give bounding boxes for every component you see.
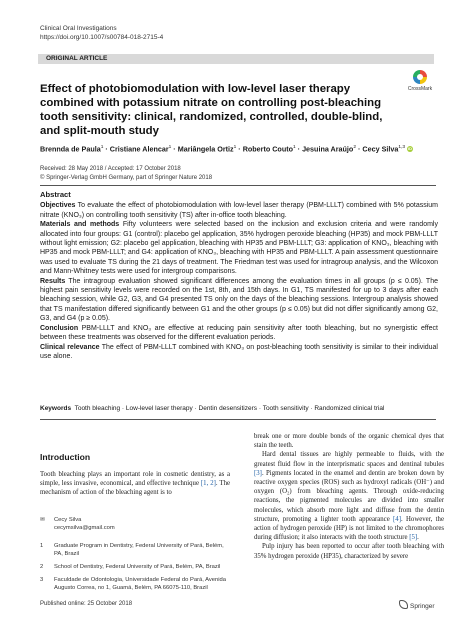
author-name[interactable]: Roberto Couto	[242, 144, 293, 154]
intro-text-segment: break one or more double bonds of the organic chemical dyes that stain the teeth.	[254, 433, 444, 450]
abstract-objectives	[40, 201, 438, 220]
copyright-line: © Springer-Verlag GmbH Germany, part of Springer Nature 2018	[40, 174, 213, 181]
right-column	[254, 432, 444, 561]
abstract-conclusion	[40, 324, 438, 343]
abstract-label: Objectives	[40, 202, 76, 210]
abstract-top-divider	[40, 185, 436, 186]
keywords-text: Tooth bleaching · Low-level laser therapy · Dentin desensitizers · Tooth sensitivity · Randomized clinical trial	[74, 405, 385, 412]
footnotes	[40, 516, 230, 597]
author-separator: ·	[236, 144, 243, 154]
crossmark-icon	[413, 70, 427, 84]
citation-link[interactable]: [1, 2]	[200, 480, 216, 488]
corresponding-email[interactable]: cecymsilva@gmail.com	[54, 525, 115, 531]
author-affiliation-mark: 2	[353, 145, 356, 150]
author-separator: ·	[103, 144, 110, 154]
abstract-text: The intragroup evaluation showed significant differences among the evaluation times in all groups (p ≤ 0.05). The highest pain sensitivity levels were recorded on the 1st, 8th, and 15th days. In G1, TS manifested for up to 3 days after each bleaching session, while G2, G3, and G4 presented TS only on the days of the bleaching sessions. Intergroup analysis showed that TS manifestation differed significantly between G1 and the other groups (p ≤ 0.05) but did not differ significantly among G2, G3, and G4 (p ≥ 0.05).	[40, 277, 438, 323]
affiliation	[40, 563, 230, 571]
author-affiliation-mark: 1	[233, 145, 237, 150]
crossmark-badge[interactable]	[399, 70, 441, 92]
abstract-text: Fifty volunteers were selected based on the inclusion and exclusion criteria and were randomly allocated into four groups: G1 (control): placebo gel application, 35% hydrogen peroxide bleaching (HP35) and mock PBM-LLLT without light emission; G2: placebo gel application, bleaching with HP35 and PBM-LLLT; G3: application of KNO₃, bleaching with HP35 and mock PBM-LLLT; and G4: application of KNO₃, bleaching with HP35 and PBM-LLLT. A pain assessment questionnaire was used to evaluate TS during the 21 days of treatment. The Friedman test was used for intragroup analysis, and the Wilcoxon and Mann-Whitney tests were used for intergroup comparisons.	[40, 221, 438, 276]
author-list	[40, 143, 440, 154]
abstract-text: To evaluate the effect of photobiomodulation with low-level laser therapy (PBM-LLLT) combined with 5% potassium nitrate (KNO₃) on controlling tooth sensitivity (TS) after in-office tooth bleaching.	[40, 202, 438, 219]
crossmark-label: CrossMark	[407, 86, 433, 92]
author-separator: ·	[356, 144, 363, 154]
intro-text-segment: . Pigments located in the enamel and dentin are broken down by reactive oxygen species (ROS) such as hydroxyl radicals (OH⁻) and oxygen (O₂) from bleaching agents. Through oxide-reducing reactions, the pigmented molecules are divided into smaller molecules, which absorb more light and diffuse from the dentin structure, promoting a lighter tooth appearance	[254, 469, 444, 523]
affiliation-number: 3	[40, 577, 44, 583]
left-column	[40, 432, 230, 498]
intro-text-segment: Tooth bleaching plays an important role in cosmetic dentistry, as a simple, less invasive, economical, and effective technique	[40, 471, 230, 488]
article-dates	[40, 165, 440, 182]
author-separator: ·	[295, 144, 303, 154]
abstract-clinical-relevance	[40, 343, 438, 362]
doi-link[interactable]: https://doi.org/10.1007/s00784-018-2715-4	[40, 34, 164, 41]
abstract-methods	[40, 220, 438, 276]
affiliation	[40, 542, 230, 558]
author-separator: ·	[171, 144, 178, 154]
author-name[interactable]: Mariângela Ortiz	[177, 144, 234, 154]
abstract-section	[40, 190, 438, 361]
intro-paragraph	[254, 542, 444, 560]
author-affiliation-mark: 1,3	[398, 145, 406, 150]
intro-paragraph	[254, 432, 444, 450]
abstract-text: The effect of PBM-LLLT combined with KNO₃ on post-bleaching tooth sensitivity is similar to their individual use alone.	[40, 343, 438, 360]
abstract-label: Materials and methods	[40, 221, 120, 229]
springer-horse-icon	[399, 600, 408, 609]
introduction-paragraph	[40, 470, 230, 498]
author-name[interactable]: Cecy Silva	[362, 144, 399, 154]
abstract-label: Results	[40, 277, 66, 285]
keywords-line	[40, 404, 438, 413]
springer-logo	[399, 600, 435, 610]
intro-text-segment: .	[417, 534, 419, 542]
author-affiliation-mark: 1	[293, 145, 296, 150]
affiliation-text: School of Dentistry, Federal University of Pará, Belém, PA, Brazil	[54, 564, 221, 570]
published-date: Published online: 25 October 2018	[40, 601, 133, 607]
journal-header	[40, 24, 163, 42]
affiliation	[40, 576, 230, 592]
orcid-icon[interactable]: iD	[408, 146, 413, 152]
affiliation-number: 1	[40, 543, 44, 549]
corresponding-name: Cecy Silva	[54, 517, 82, 523]
intro-text-segment: . The mechanism of action of the bleaching agent is to	[40, 480, 230, 497]
journal-name: Clinical Oral Investigations	[40, 25, 117, 32]
keywords-label: Keywords	[40, 405, 72, 412]
abstract-results	[40, 277, 438, 324]
citation-link[interactable]: [5]	[409, 534, 418, 542]
envelope-icon: ✉	[40, 517, 45, 523]
intro-text-segment: Hard dental tissues are highly permeable to fluids, with the greatest fluid flow in the interprismatic spaces and dentinal tubules	[254, 451, 444, 468]
author-affiliation-mark: 1	[100, 145, 104, 150]
author-name[interactable]: Jesuina Araújo	[302, 144, 354, 154]
affiliation-text: Graduate Program in Dentistry, Federal University of Pará, Belém, PA, Brazil	[54, 543, 224, 557]
abstract-heading: Abstract	[40, 190, 71, 199]
received-accepted-dates: Received: 28 May 2018 / Accepted: 17 October 2018	[40, 166, 181, 172]
author-name[interactable]: Cristiane Alencar	[109, 144, 169, 154]
intro-text-segment: Pulp injury has been reported to occur after tooth bleaching with 35% hydrogen peroxide (HP35), characterized by severe	[254, 543, 444, 560]
intro-text-segment: . However, the action of hydrogen peroxide (HP) is not limited to the chromophores during diffusion; it also interacts with the tooth structure	[254, 515, 444, 542]
article-type-bar: ORIGINAL ARTICLE	[38, 54, 434, 64]
citation-link[interactable]: [3]	[254, 469, 262, 477]
introduction-heading: Introduction	[40, 452, 91, 462]
citation-link[interactable]: [4]	[393, 515, 401, 523]
affiliation-text: Faculdade de Odontologia, Universidade Federal do Pará, Avenida Augusto Correa, no 1, Guamá, Belém, PA 66075-110, Brazil	[54, 577, 226, 591]
corresponding-author	[40, 516, 230, 532]
intro-paragraph	[254, 450, 444, 542]
abstract-label: Conclusion	[40, 324, 79, 332]
author-name[interactable]: Brennda de Paula	[40, 144, 101, 154]
author-affiliation-mark: 1	[168, 145, 172, 150]
keywords-bottom-divider	[40, 419, 436, 420]
article-title: Effect of photobiomodulation with low-level laser therapy combined with potassium nitrate on controlling post-bleaching tooth sensitivity: clinical, randomized, controlled, double-blind, and split-mouth study	[40, 83, 383, 137]
publisher-name: Springer	[410, 603, 435, 610]
abstract-label: Clinical relevance	[40, 343, 100, 351]
affiliation-number: 2	[40, 564, 44, 570]
abstract-text: PBM-LLLT and KNO₃ are effective at reducing pain sensitivity after tooth bleaching, but no synergistic effect between these treatments was observed for the different evaluation periods.	[40, 324, 438, 342]
